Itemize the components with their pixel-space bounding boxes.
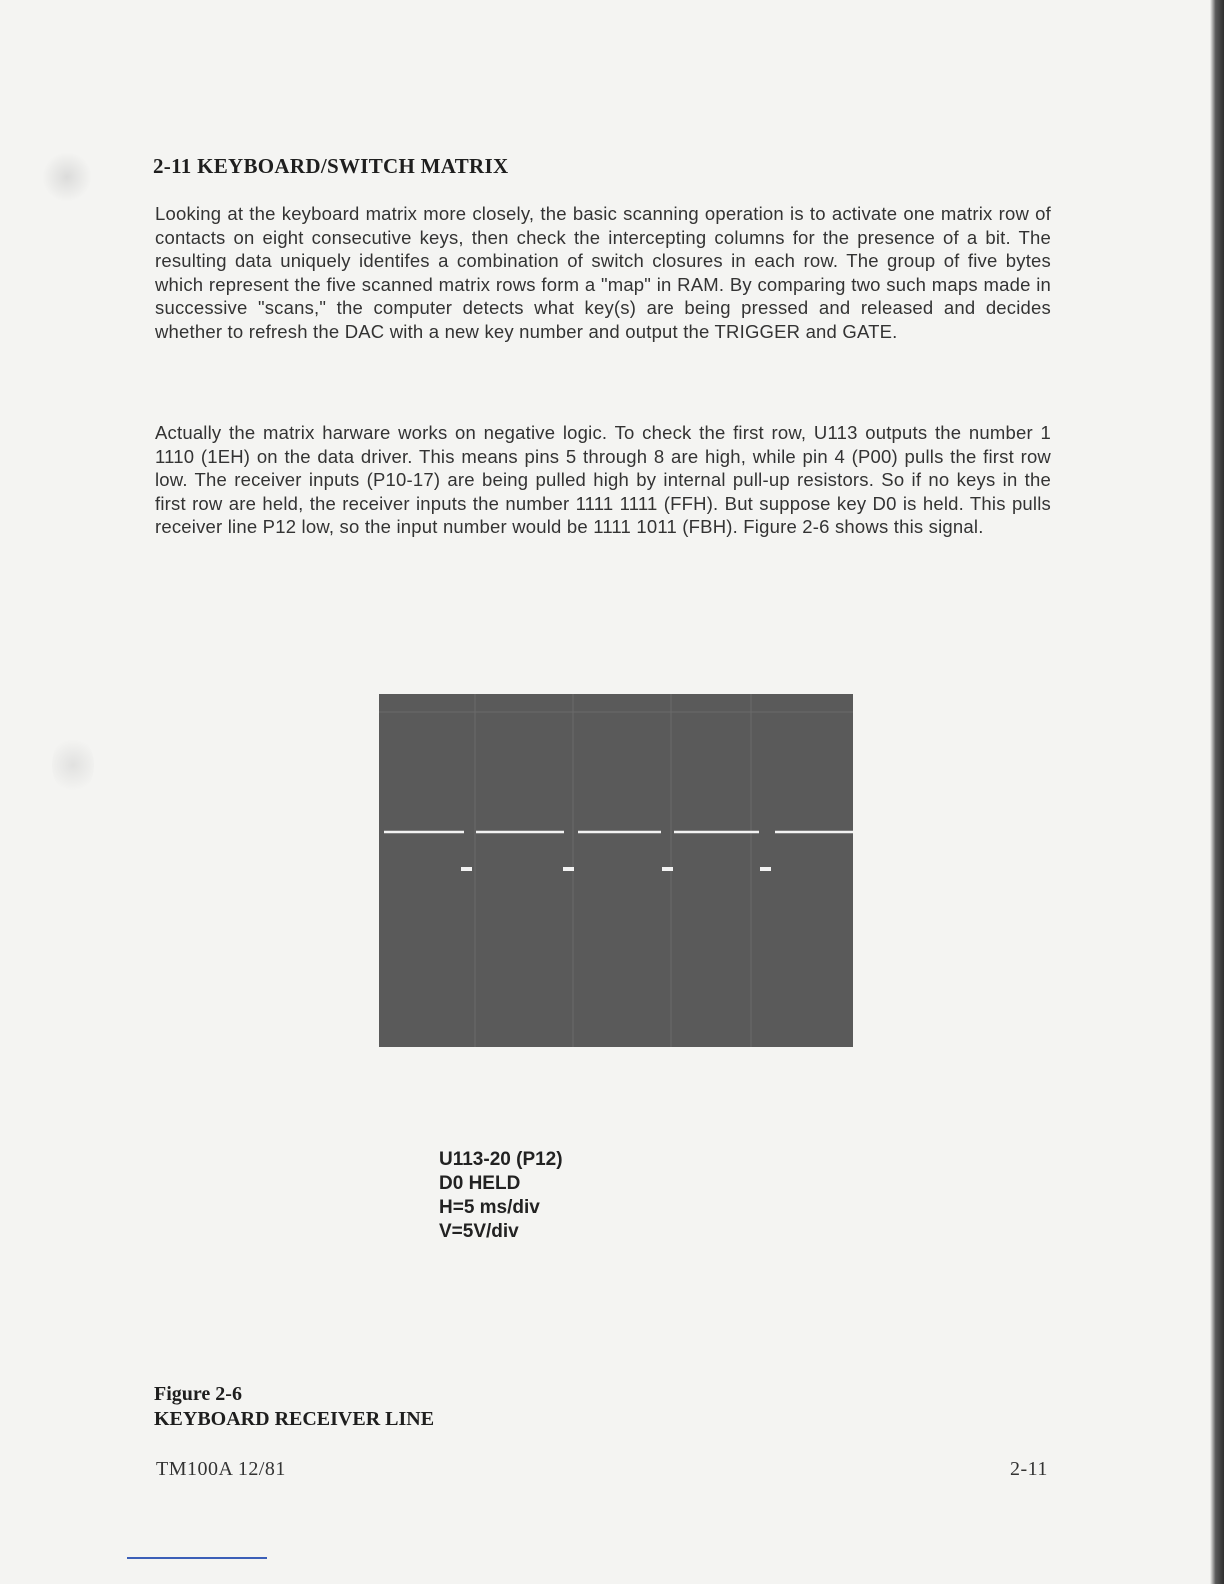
scan-smudge bbox=[52, 735, 94, 795]
section-heading: 2-11 KEYBOARD/SWITCH MATRIX bbox=[153, 154, 509, 178]
body-paragraph: Looking at the keyboard matrix more closely, the basic scanning operation is to activate one matrix row of contacts on eight consecutive keys, then check the intercepting columns for the presence of a bit. The resulting data uniquely identifes a combination of switch closures in each row. The group of five bytes which represent the five scanned matrix rows form a "map" in RAM. By comparing two such maps made in successive "scans," the computer detects what key(s) are being pressed and released and decides whether to refresh the DAC with a new key number and output the TRIGGER and GATE. bbox=[155, 203, 1051, 342]
figure-number: Figure 2-6 bbox=[154, 1383, 242, 1405]
page-edge-shadow bbox=[1210, 0, 1224, 1584]
scan-smudge bbox=[42, 152, 92, 202]
bottom-rule bbox=[127, 1557, 267, 1559]
caption-vertical-scale: V=5V/div bbox=[439, 1221, 519, 1242]
figure-caption bbox=[439, 1148, 563, 1244]
figure-title: KEYBOARD RECEIVER LINE bbox=[154, 1408, 435, 1430]
caption-signal: U113-20 (P12) bbox=[439, 1149, 563, 1170]
scope-grid bbox=[379, 694, 853, 1047]
footer-page-number: 2-11 bbox=[1010, 1458, 1048, 1480]
footer-document-id: TM100A 12/81 bbox=[156, 1458, 286, 1480]
body-paragraph: Actually the matrix harware works on negative logic. To check the first row, U113 outputs the number 1 1110 (1EH) on the data driver. This means pins 5 through 8 are high, while pin 4 (P00) pulls the first row low. The receiver inputs (P10-17) are being pulled high by internal pull-up resistors. So if no keys in the first row are held, the receiver inputs the number 1111 1111 (FFH). But suppose key D0 is held. This pulls receiver line P12 low, so the input number would be 1111 1011 (FBH). Figure 2-6 shows this signal. bbox=[155, 422, 1051, 538]
figure-label-block bbox=[154, 1382, 434, 1432]
caption-horizontal-scale: H=5 ms/div bbox=[439, 1197, 540, 1218]
caption-condition: D0 HELD bbox=[439, 1173, 521, 1194]
oscilloscope-trace bbox=[379, 694, 853, 1047]
oscilloscope-photo bbox=[379, 694, 853, 1047]
